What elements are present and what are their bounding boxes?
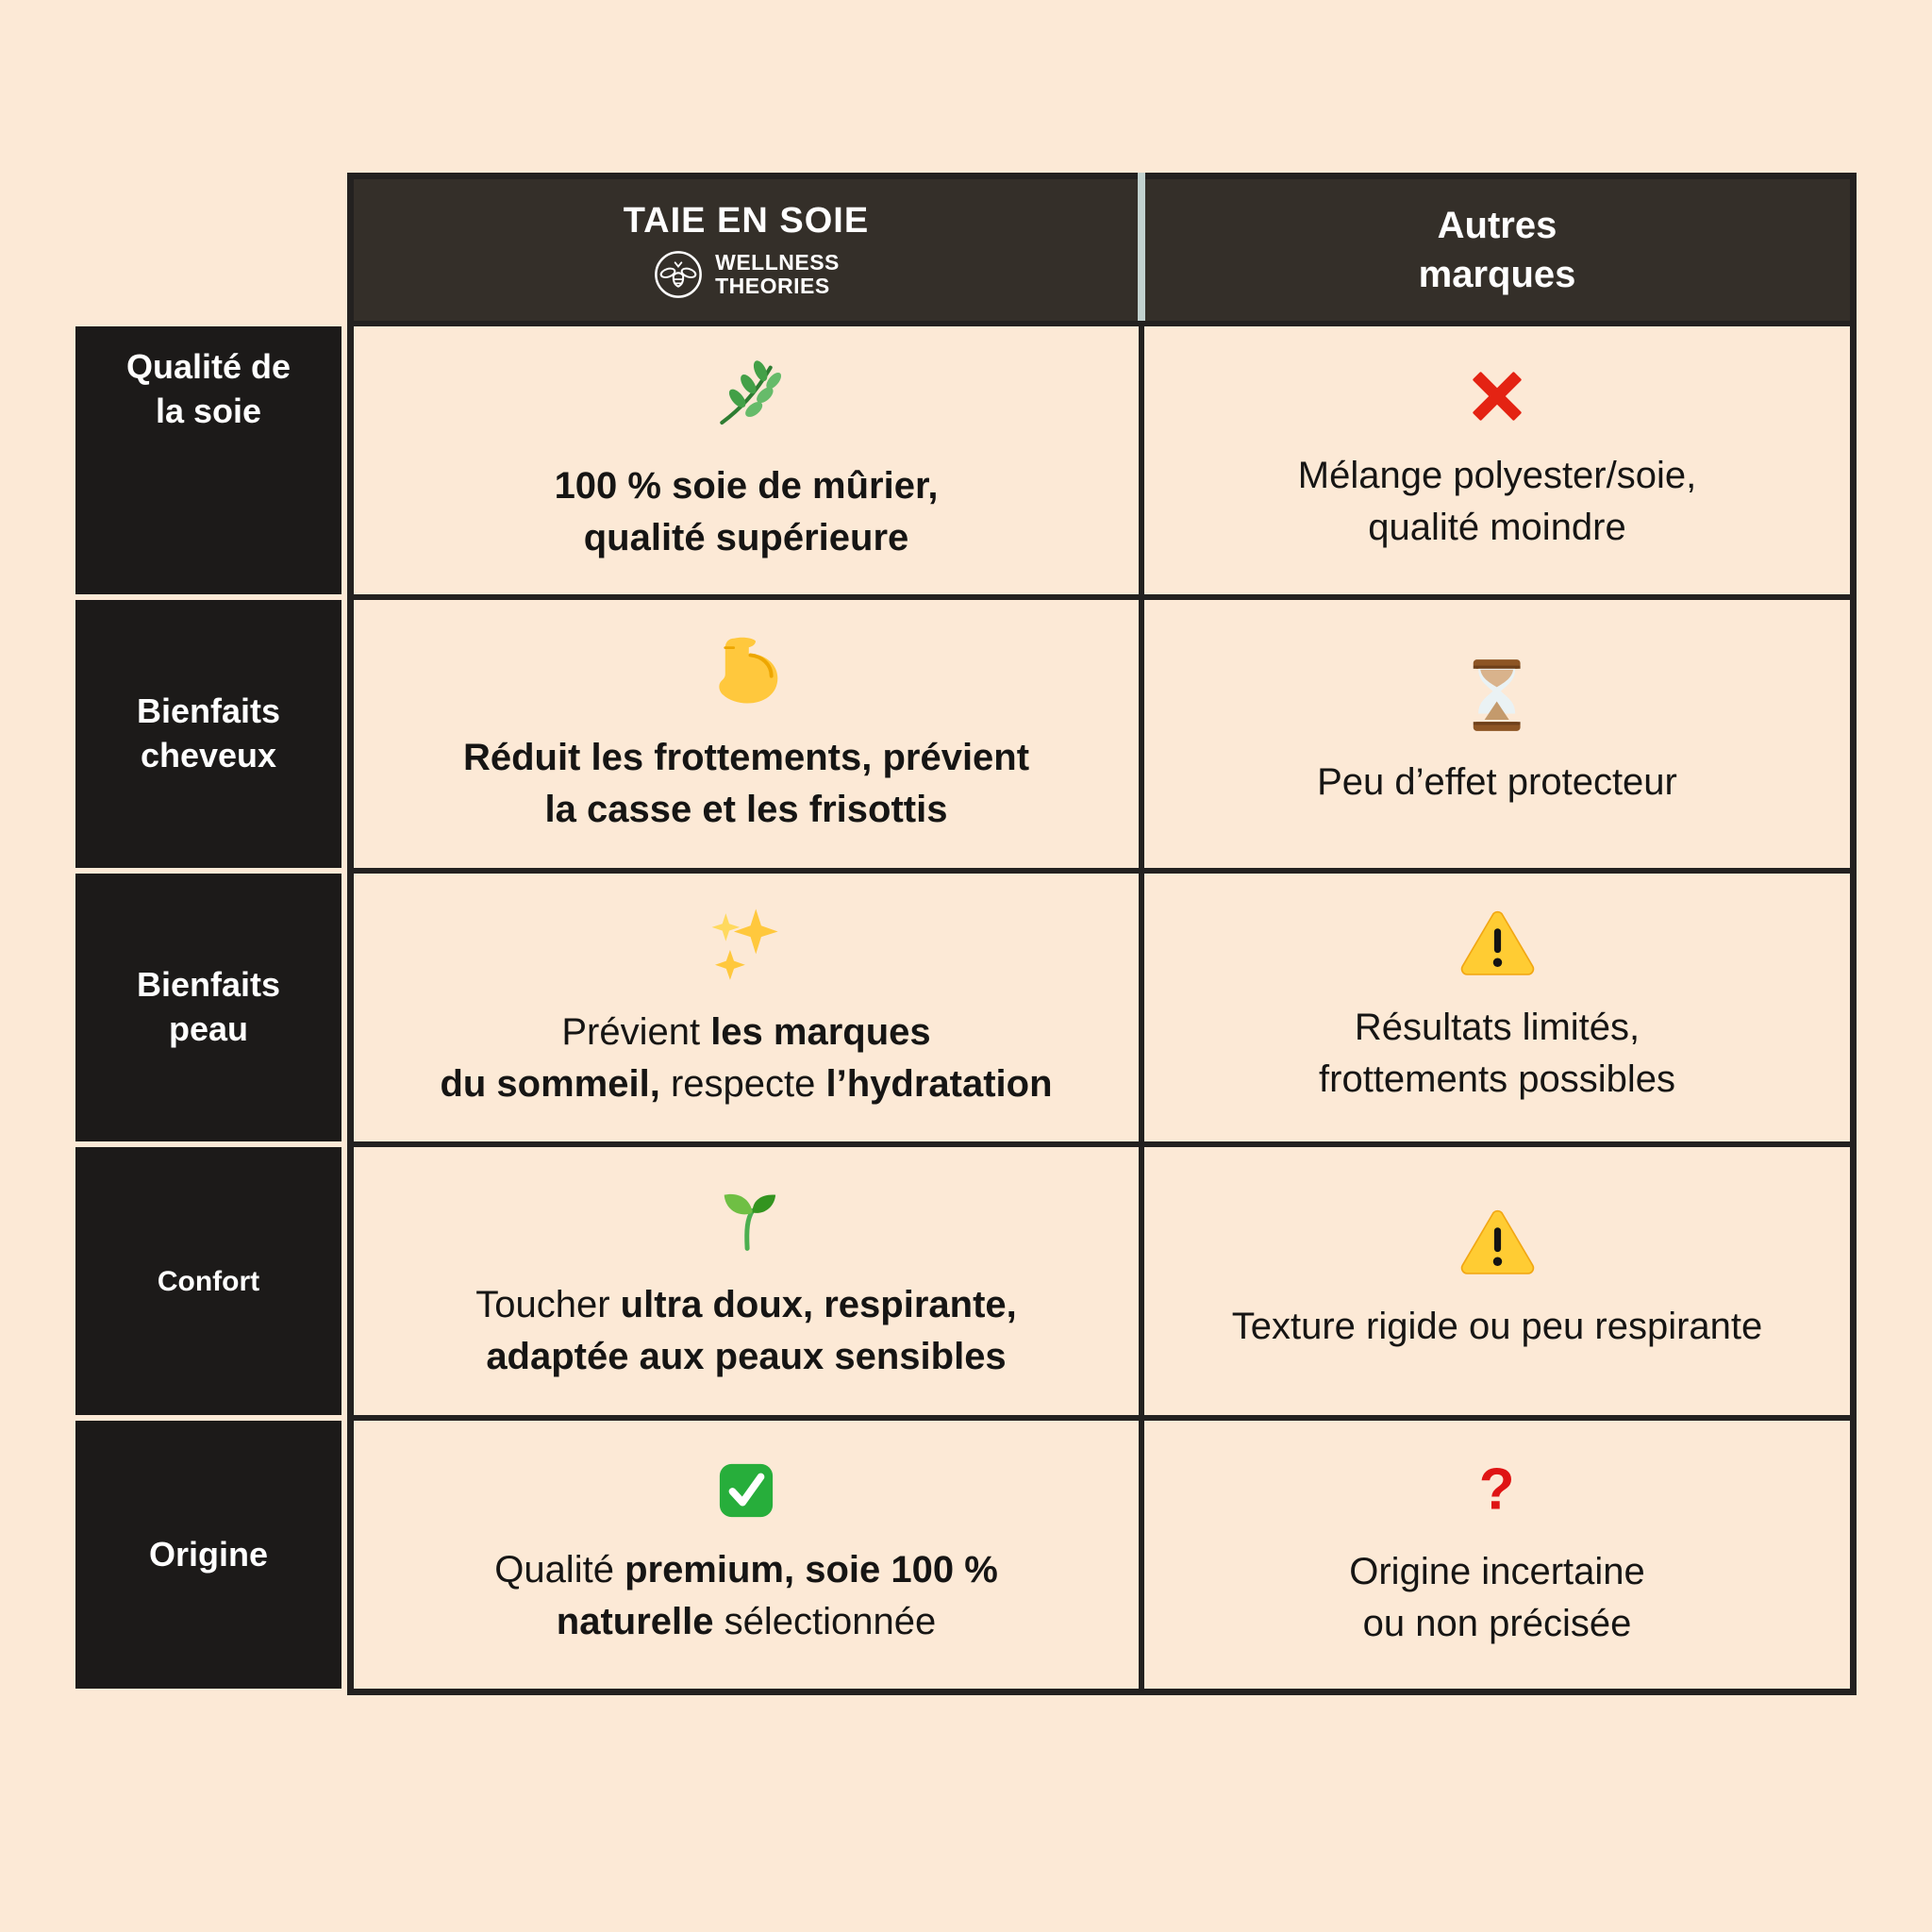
others-column-title-line1: Autres (1437, 205, 1557, 246)
cell-others (1144, 1147, 1850, 1415)
cell-text (1349, 1546, 1645, 1650)
cell-text (1319, 1002, 1675, 1106)
cell-text (1317, 757, 1677, 808)
cell-text-line: Texture rigide ou peu respirante (1231, 1306, 1763, 1348)
herb-icon (707, 357, 786, 436)
cell-text-line: ou non précisée (1362, 1603, 1632, 1644)
sparkles-icon (708, 905, 785, 982)
row-label-line: cheveux (140, 736, 277, 774)
red-question-mark-icon (1477, 1459, 1516, 1522)
brand-lockup (653, 249, 840, 300)
brand-name-line1: WELLNESS (715, 249, 840, 275)
row-label-line: peau (168, 1009, 249, 1048)
cell-text-line: Toucher ultra doux, respirante, (475, 1283, 1017, 1325)
row-label-column (75, 326, 341, 1689)
cell-text-line: qualité moindre (1368, 507, 1626, 548)
row-label (75, 874, 341, 1141)
cell-text-line: adaptée aux peaux sensibles (486, 1336, 1007, 1377)
comparison-table (347, 173, 1857, 1695)
cell-ours (354, 1421, 1139, 1689)
cell-ours (354, 600, 1139, 868)
cell-text (463, 732, 1029, 836)
cell-text (440, 1007, 1052, 1110)
ours-column-title: TAIE EN SOIE (623, 200, 870, 241)
row-label (75, 1147, 341, 1415)
cell-text-line: Origine incertaine (1349, 1550, 1645, 1592)
cell-others (1144, 326, 1850, 594)
row-label-line: Bienfaits (136, 965, 281, 1005)
cell-text (1232, 1301, 1763, 1353)
cell-text-line: Peu d’effet protecteur (1317, 761, 1677, 804)
brand-name-line2: THEORIES (715, 273, 830, 298)
cell-text-line: Mélange polyester/soie, (1297, 454, 1697, 496)
row-label-line: Confort (157, 1265, 260, 1297)
cell-others (1144, 600, 1850, 868)
cross-mark-icon (1468, 367, 1526, 425)
cell-ours (354, 1147, 1139, 1415)
cell-ours (354, 326, 1139, 594)
cell-text-line: Réduit les frottements, prévient (462, 736, 1030, 778)
warning-icon (1459, 1208, 1536, 1276)
cell-text-line: Prévient les marques (561, 1010, 931, 1053)
seedling-icon (708, 1179, 784, 1255)
row-label-line: Origine (148, 1534, 269, 1574)
row-label (75, 326, 341, 594)
row-label (75, 1421, 341, 1689)
others-column-title-line2: marques (1418, 254, 1576, 295)
row-label (75, 600, 341, 868)
cell-text (475, 1279, 1017, 1383)
cell-text (494, 1544, 998, 1648)
cell-others (1144, 874, 1850, 1141)
warning-icon (1459, 909, 1536, 977)
hourglass-icon (1464, 658, 1529, 732)
row-label-line: la soie (155, 391, 262, 430)
column-header-others (1144, 179, 1850, 321)
svg-text:?: ? (1479, 1458, 1515, 1522)
cell-text (555, 460, 939, 564)
cell-text-line: 100 % soie de mûrier, (554, 464, 939, 507)
cell-text-line: du sommeil, respecte l’hydratation (440, 1063, 1053, 1105)
cell-text-line: qualité supérieure (583, 517, 909, 558)
bee-logo-icon (653, 249, 704, 300)
cell-text-line: Qualité premium, soie 100 % (494, 1548, 998, 1591)
row-label-line: Bienfaits (136, 691, 281, 731)
column-header-ours (354, 179, 1139, 321)
cell-text-line: naturelle sélectionnée (556, 1601, 937, 1642)
cell-text-line: la casse et les frisottis (544, 789, 948, 830)
cell-text-line: Résultats limités, (1354, 1006, 1641, 1048)
flexed-biceps-icon (708, 632, 784, 708)
cell-others (1144, 1421, 1850, 1689)
row-label-line: Qualité de (125, 347, 291, 386)
cell-text (1298, 450, 1696, 554)
check-mark-button-icon (717, 1461, 775, 1520)
cell-ours (354, 874, 1139, 1141)
brand-name (715, 251, 840, 298)
cell-text-line: frottements possibles (1319, 1058, 1675, 1100)
